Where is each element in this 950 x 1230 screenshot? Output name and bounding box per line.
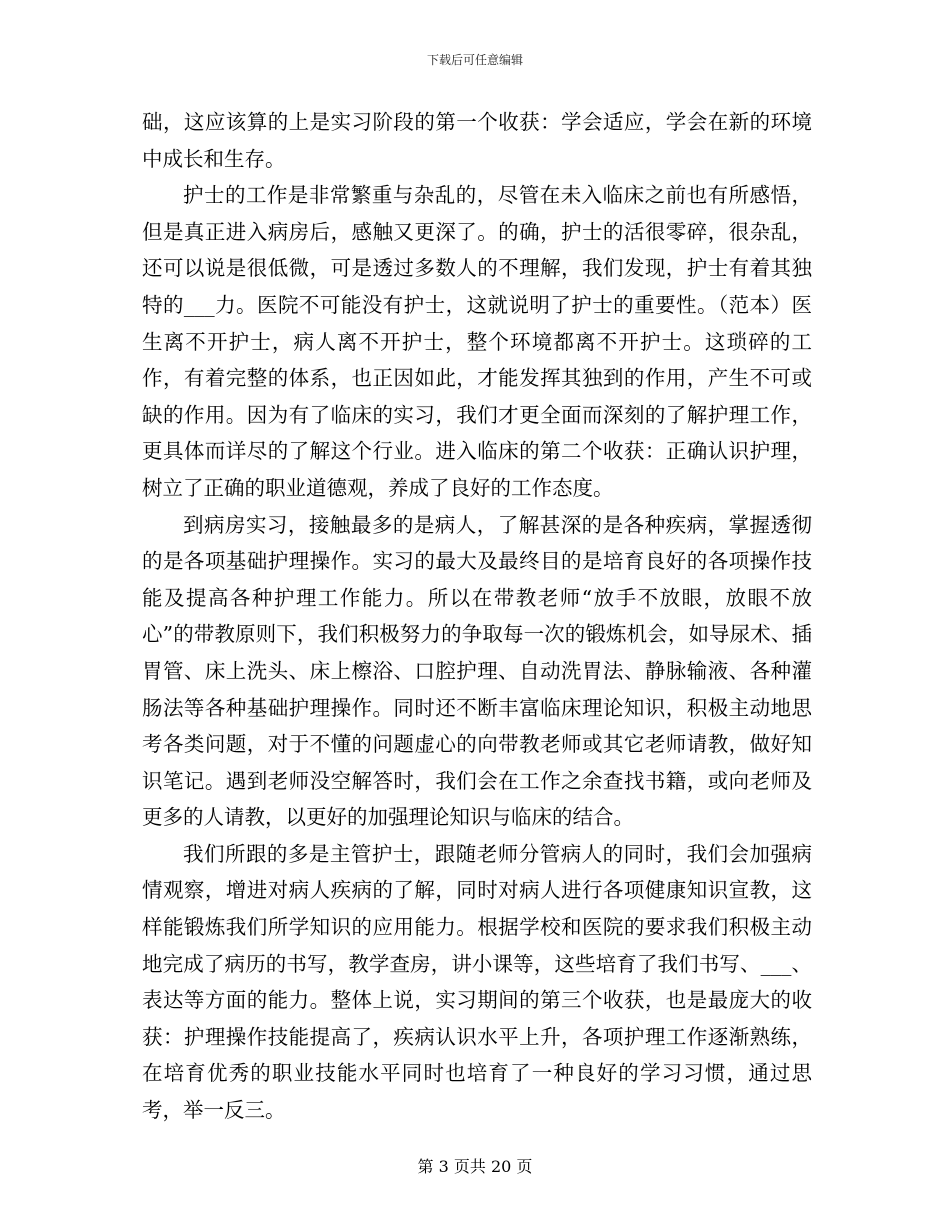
paragraph-continuation: 础，这应该算的上是实习阶段的第一个收获：学会适应，学会在新的环境中成长和生存。 — [142, 110, 812, 171]
paragraph: 到病房实习，接触最多的是病人，了解甚深的是各种疾病，掌握透彻的是各项基础护理操作。实习的最大及最终目的是培育良好的各项操作技能及提高各种护理工作能力。所以在带教老师“放手不放眼，放眼不放心”的带教原则下，我们积极努力的争取每一次的锻炼机会，如导尿术、插胃管、床上洗头、床上檫浴、口腔护理、自动洗胃法、静脉输液、各种灌肠法等各种基础护理操作。同时还不断丰富临床理论知识，积极主动地思考各类问题，对于不懂的问题虚心的向带教老师或其它老师请教，做好知识笔记。遇到老师没空解答时，我们会在工作之余查找书籍，或向老师及更多的人请教，以更好的加强理论知识与临床的结合。 — [142, 512, 812, 830]
document-body — [142, 104, 812, 1129]
paragraph: 护士的工作是非常繁重与杂乱的，尽管在未入临床之前也有所感悟，但是真正进入病房后，感触又更深了。的确，护士的活很零碎，很杂乱，还可以说是很低微，可是透过多数人的不理解，我们发现，护士有着其独特的___力。医院不可能没有护士，这就说明了护士的重要性。（范本）医生离不开护士，病人离不开护士，整个环境都离不开护士。这琐碎的工作，有着完整的体系，也正因如此，才能发挥其独到的作用，产生不可或缺的作用。因为有了临床的实习，我们才更全面而深刻的了解护理工作，更具体而详尽的了解这个行业。进入临床的第二个收获：正确认识护理，树立了正确的职业道德观，养成了良好的工作态度。 — [142, 183, 812, 500]
paragraph: 我们所跟的多是主管护士，跟随老师分管病人的同时，我们会加强病情观察，增进对病人疾病的了解，同时对病人进行各项健康知识宣教，这样能锻炼我们所学知识的应用能力。根据学校和医院的要求我们积极主动地完成了病历的书写，教学查房，讲小课等，这些培育了我们书写、___、表达等方面的能力。整体上说，实习期间的第三个收获，也是最庞大的收获：护理操作技能提高了，疾病认识水平上升，各项护理工作逐渐熟练，在培育优秀的职业技能水平同时也培育了一种良好的学习习惯，通过思考，举一反三。 — [142, 841, 812, 1123]
page-footer: 第 3 页共 20 页 — [417, 1157, 533, 1176]
page-header: 下载后可任意编辑 — [426, 53, 523, 67]
